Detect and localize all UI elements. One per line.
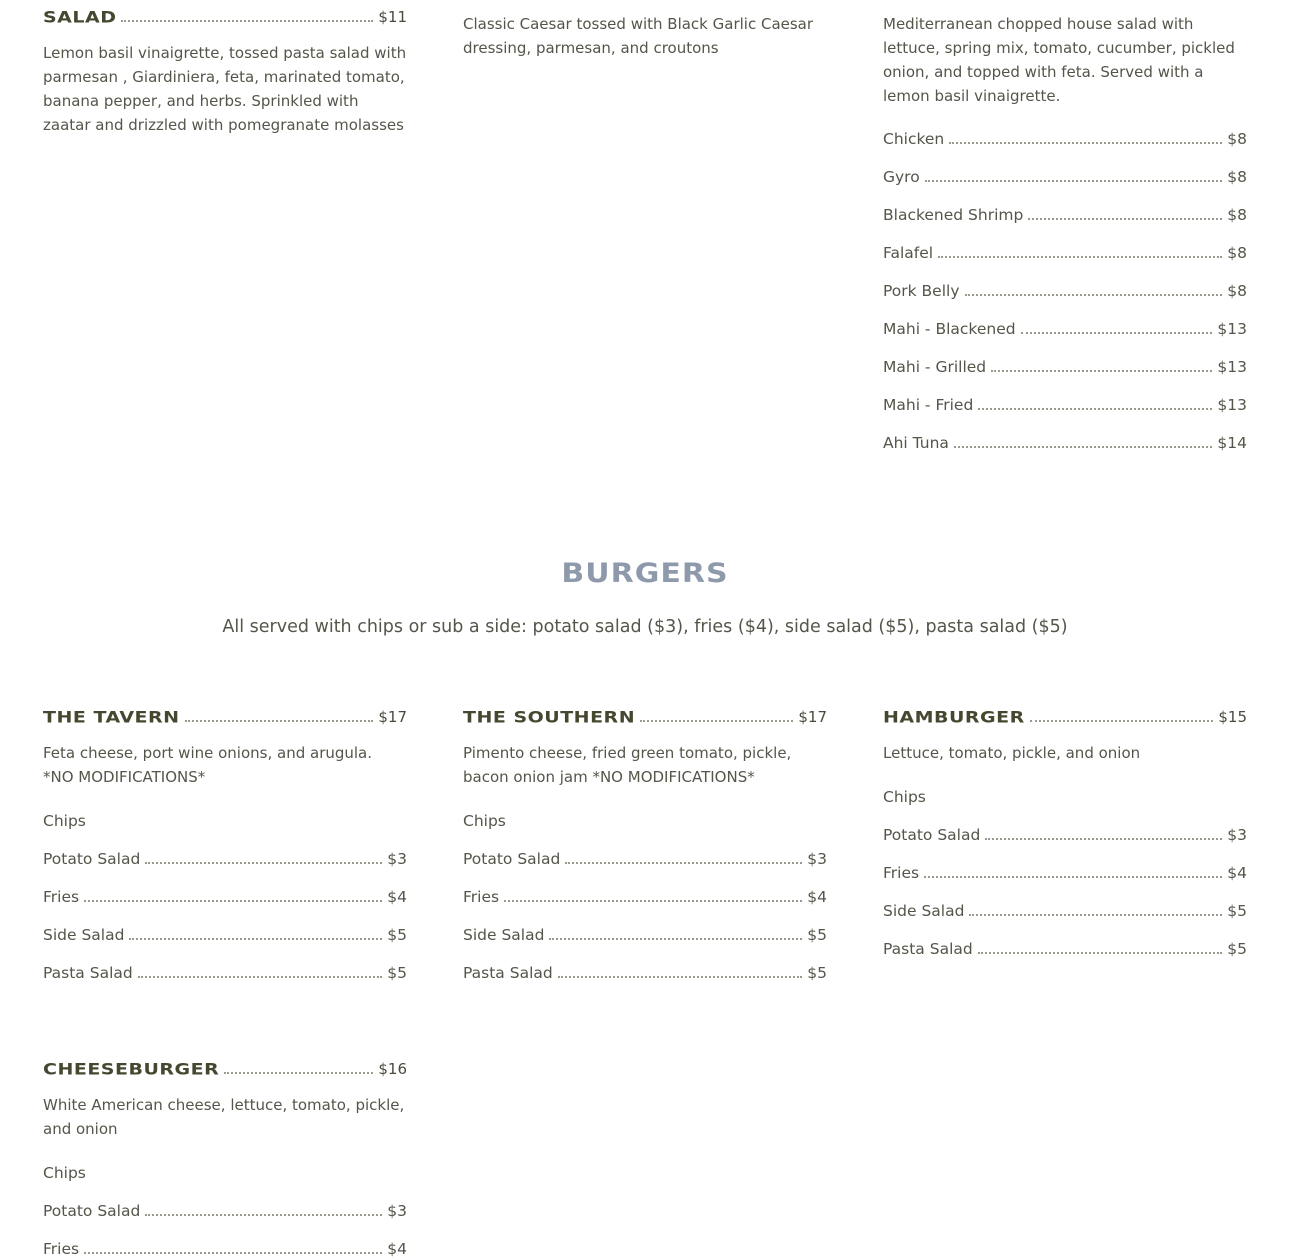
addon-price: $13 bbox=[1217, 320, 1247, 338]
burger-description: Pimento cheese, fried green tomato, pickle, bacon onion jam *NO MODIFICATIONS* bbox=[463, 744, 792, 786]
caesar-salad-item bbox=[463, 4, 827, 60]
burgers-section-title: BURGERS bbox=[561, 557, 729, 590]
burger-title: HAMBURGER bbox=[883, 708, 1025, 727]
dot-leader bbox=[129, 938, 382, 940]
addon-name: Mahi - Blackened bbox=[883, 320, 1016, 338]
burger-title-row bbox=[43, 704, 407, 726]
side-name: Side Salad bbox=[43, 926, 125, 944]
side-row bbox=[43, 946, 407, 984]
side-price: $3 bbox=[387, 850, 407, 868]
side-price: $4 bbox=[1227, 864, 1247, 882]
burger-item-hamburger bbox=[883, 704, 1247, 960]
burger-title-row bbox=[463, 704, 827, 726]
side-price: $4 bbox=[387, 888, 407, 906]
addon-price: $8 bbox=[1227, 130, 1247, 148]
dot-leader bbox=[1030, 720, 1214, 722]
burger-description: Lettuce, tomato, pickle, and onion bbox=[883, 744, 1141, 762]
burger-title-row bbox=[43, 1056, 407, 1078]
dot-leader bbox=[991, 370, 1212, 372]
addon-price: $8 bbox=[1227, 282, 1247, 300]
side-name: Pasta Salad bbox=[43, 964, 133, 982]
dot-leader bbox=[949, 142, 1222, 144]
side-row bbox=[463, 870, 827, 908]
side-row-chips bbox=[883, 770, 1247, 808]
side-price: $5 bbox=[387, 926, 407, 944]
side-row bbox=[43, 1222, 407, 1260]
pasta-salad-title: SALAD bbox=[43, 8, 117, 27]
burger-item-southern bbox=[463, 704, 827, 984]
side-name: Chips bbox=[883, 788, 926, 806]
side-name: Chips bbox=[43, 1164, 86, 1182]
side-row bbox=[43, 908, 407, 946]
pasta-salad-price: $11 bbox=[378, 8, 407, 26]
addon-price: $8 bbox=[1227, 206, 1247, 224]
addon-name: Pork Belly bbox=[883, 282, 960, 300]
pasta-salad-item bbox=[43, 4, 407, 137]
addon-row bbox=[883, 112, 1247, 150]
addon-name: Mahi - Fried bbox=[883, 396, 974, 414]
burger-title-row bbox=[883, 704, 1247, 726]
side-row bbox=[463, 908, 827, 946]
side-price: $3 bbox=[1227, 826, 1247, 844]
addon-name: Falafel bbox=[883, 244, 934, 262]
addon-row bbox=[883, 378, 1247, 416]
side-name: Chips bbox=[463, 812, 506, 830]
side-price: $4 bbox=[807, 888, 827, 906]
addon-row bbox=[883, 340, 1247, 378]
side-row bbox=[883, 922, 1247, 960]
burger-sides bbox=[463, 794, 827, 984]
burger-title: THE TAVERN bbox=[43, 708, 180, 727]
addon-name: Blackened Shrimp bbox=[883, 206, 1024, 224]
side-name: Fries bbox=[43, 888, 80, 906]
dot-leader bbox=[84, 1252, 382, 1254]
addon-price: $13 bbox=[1217, 358, 1247, 376]
burger-item-cheeseburger bbox=[43, 1056, 407, 1260]
pasta-salad-title-row bbox=[43, 4, 407, 26]
side-row-chips bbox=[43, 1146, 407, 1184]
side-name: Fries bbox=[463, 888, 500, 906]
dot-leader bbox=[1021, 332, 1213, 334]
burger-price: $16 bbox=[378, 1060, 407, 1078]
side-price: $5 bbox=[1227, 940, 1247, 958]
burger-price: $15 bbox=[1218, 708, 1247, 726]
burger-title: THE SOUTHERN bbox=[463, 708, 636, 727]
dot-leader bbox=[954, 446, 1212, 448]
burger-price: $17 bbox=[378, 708, 407, 726]
dot-leader bbox=[565, 862, 802, 864]
addon-price: $14 bbox=[1217, 434, 1247, 452]
side-price: $3 bbox=[807, 850, 827, 868]
side-name: Fries bbox=[43, 1240, 80, 1258]
dot-leader bbox=[145, 862, 382, 864]
addon-price: $8 bbox=[1227, 244, 1247, 262]
side-row bbox=[463, 946, 827, 984]
side-name: Potato Salad bbox=[43, 850, 141, 868]
burgers-section-note: All served with chips or sub a side: potato salad ($3), fries ($4), side salad ($5), pasta salad ($5) bbox=[222, 617, 1068, 637]
dot-leader bbox=[185, 720, 374, 722]
side-row bbox=[463, 832, 827, 870]
dot-leader bbox=[145, 1214, 382, 1216]
side-row-chips bbox=[463, 794, 827, 832]
burger-item-tavern bbox=[43, 704, 407, 984]
addon-row bbox=[883, 188, 1247, 226]
dot-leader bbox=[640, 720, 793, 722]
dot-leader bbox=[978, 408, 1212, 410]
burger-description: Feta cheese, port wine onions, and arugula. *NO MODIFICATIONS* bbox=[43, 744, 373, 786]
caesar-salad-description: Classic Caesar tossed with Black Garlic Caesar dressing, parmesan, and croutons bbox=[463, 15, 814, 57]
dot-leader bbox=[924, 876, 1222, 878]
side-name: Potato Salad bbox=[43, 1202, 141, 1220]
side-row bbox=[883, 884, 1247, 922]
pasta-salad-description: Lemon basil vinaigrette, tossed pasta salad with parmesan , Giardiniera, feta, marinated tomato, banana pepper, and herbs. Sprinkled with zaatar and drizzled with pomegranate molasses bbox=[43, 44, 407, 134]
side-price: $5 bbox=[1227, 902, 1247, 920]
side-row bbox=[43, 1184, 407, 1222]
house-salad-item bbox=[883, 4, 1247, 454]
dot-leader bbox=[925, 180, 1223, 182]
addon-name: Chicken bbox=[883, 130, 945, 148]
dot-leader bbox=[978, 952, 1223, 954]
burger-sides bbox=[43, 1146, 407, 1260]
burger-title: CHEESEBURGER bbox=[43, 1060, 220, 1079]
side-price: $4 bbox=[387, 1240, 407, 1258]
side-row bbox=[43, 870, 407, 908]
side-name: Pasta Salad bbox=[883, 940, 973, 958]
house-salad-description: Mediterranean chopped house salad with lettuce, spring mix, tomato, cucumber, pickled onion, and topped with feta. Served with a lemon basil vinaigrette. bbox=[883, 15, 1235, 105]
side-row bbox=[43, 832, 407, 870]
side-name: Fries bbox=[883, 864, 920, 882]
dot-leader bbox=[138, 976, 383, 978]
dot-leader bbox=[121, 20, 373, 22]
dot-leader bbox=[504, 900, 802, 902]
dot-leader bbox=[1028, 218, 1222, 220]
dot-leader bbox=[224, 1072, 373, 1074]
side-name: Side Salad bbox=[883, 902, 965, 920]
dot-leader bbox=[549, 938, 802, 940]
addon-name: Mahi - Grilled bbox=[883, 358, 987, 376]
house-salad-addons bbox=[883, 112, 1247, 454]
side-price: $5 bbox=[807, 926, 827, 944]
addon-row bbox=[883, 150, 1247, 188]
side-name: Chips bbox=[43, 812, 86, 830]
side-name: Potato Salad bbox=[463, 850, 561, 868]
addon-price: $8 bbox=[1227, 168, 1247, 186]
addon-row bbox=[883, 226, 1247, 264]
dot-leader bbox=[965, 294, 1223, 296]
addon-row bbox=[883, 416, 1247, 454]
addon-row bbox=[883, 264, 1247, 302]
side-name: Side Salad bbox=[463, 926, 545, 944]
side-name: Pasta Salad bbox=[463, 964, 553, 982]
side-row-chips bbox=[43, 794, 407, 832]
side-price: $3 bbox=[387, 1202, 407, 1220]
burger-description: White American cheese, lettuce, tomato, pickle, and onion bbox=[43, 1096, 405, 1138]
side-name: Potato Salad bbox=[883, 826, 981, 844]
side-price: $5 bbox=[807, 964, 827, 982]
addon-price: $13 bbox=[1217, 396, 1247, 414]
burger-price: $17 bbox=[798, 708, 827, 726]
side-price: $5 bbox=[387, 964, 407, 982]
dot-leader bbox=[938, 256, 1222, 258]
addon-name: Ahi Tuna bbox=[883, 434, 949, 452]
dot-leader bbox=[558, 976, 803, 978]
burger-sides bbox=[43, 794, 407, 984]
addon-name: Gyro bbox=[883, 168, 920, 186]
addon-row bbox=[883, 302, 1247, 340]
side-row bbox=[883, 846, 1247, 884]
side-row bbox=[883, 808, 1247, 846]
dot-leader bbox=[985, 838, 1222, 840]
dot-leader bbox=[969, 914, 1222, 916]
burger-sides bbox=[883, 770, 1247, 960]
dot-leader bbox=[84, 900, 382, 902]
